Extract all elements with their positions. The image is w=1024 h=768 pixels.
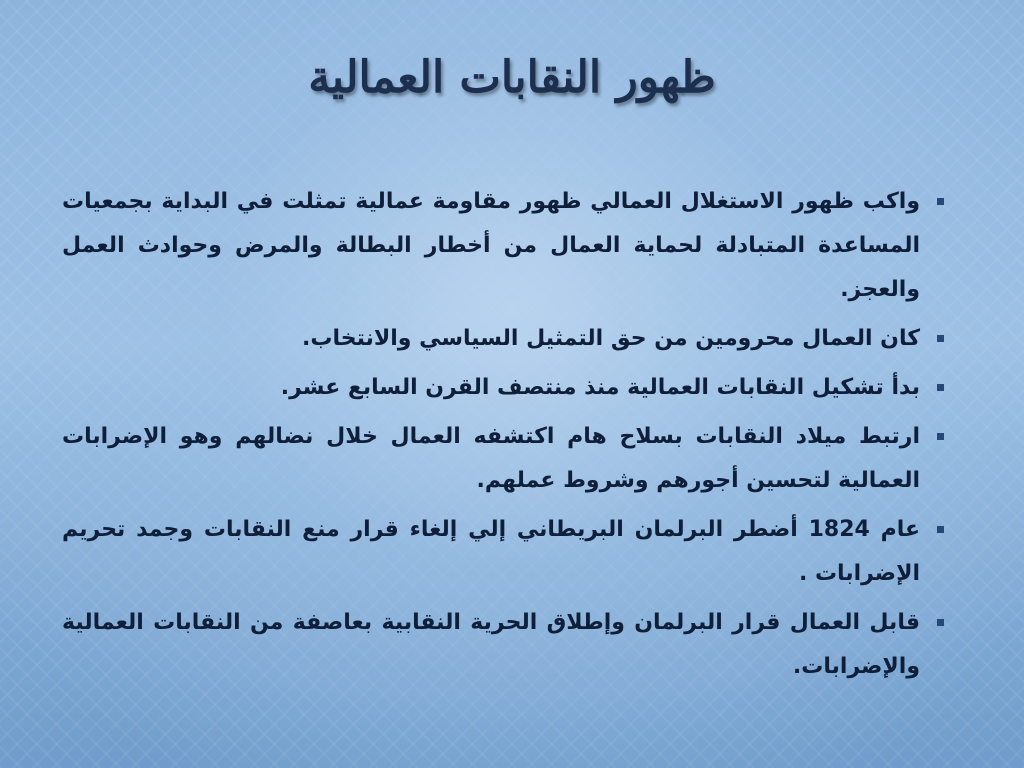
- bullet-text: ارتبط ميلاد النقابات بسلاح هام اكتشفه العمال خلال نضالهم وهو الإضرابات العمالية لتحسين أجورهم وشروط عملهم.: [62, 424, 920, 493]
- bullet-text: واكب ظهور الاستغلال العمالي ظهور مقاومة عمالية تمثلت في البداية بجمعيات المساعدة المتبادلة لحماية العمال من أخطار البطالة والمرض وحوادث العمل والعجز.: [62, 189, 920, 302]
- square-bullet-icon: [937, 526, 944, 533]
- bullet-item: [62, 180, 952, 312]
- bullet-item: [62, 508, 952, 596]
- square-bullet-icon: [937, 433, 944, 440]
- slide-content: [62, 180, 952, 694]
- bullet-item: [62, 317, 952, 361]
- square-bullet-icon: [937, 198, 944, 205]
- square-bullet-icon: [937, 619, 944, 626]
- square-bullet-icon: [937, 335, 944, 342]
- bullet-text: بدأ تشكيل النقابات العمالية منذ منتصف القرن السابع عشر.: [280, 375, 920, 400]
- bullet-text: قابل العمال قرار البرلمان وإطلاق الحرية النقابية بعاصفة من النقابات العمالية والإضرابات.: [62, 610, 920, 679]
- bullet-text: كان العمال محرومين من حق التمثيل السياسي والانتخاب.: [302, 326, 920, 351]
- bullet-item: [62, 601, 952, 689]
- square-bullet-icon: [937, 384, 944, 391]
- bullet-item: [62, 415, 952, 503]
- bullet-list: [62, 180, 952, 689]
- bullet-item: [62, 366, 952, 410]
- slide-title: ظهور النقابات العمالية: [308, 52, 716, 103]
- bullet-text: عام 1824 أضطر البرلمان البريطاني إلي إلغاء قرار منع النقابات وجمد تحريم الإضرابات .: [62, 517, 920, 586]
